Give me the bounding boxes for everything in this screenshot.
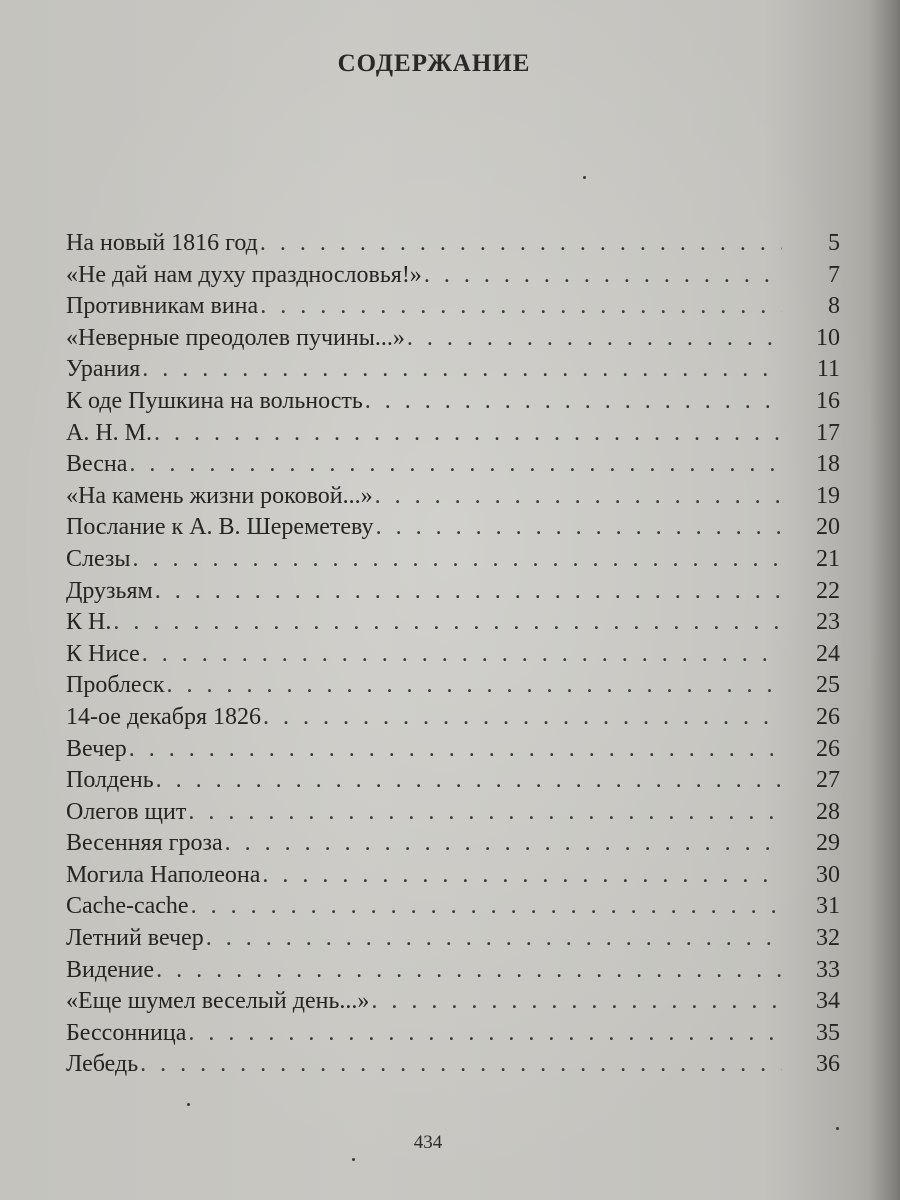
toc-entry: [66, 765, 840, 797]
toc-entry: [66, 1049, 840, 1081]
toc-entry: [66, 860, 840, 892]
dot-leader: [206, 923, 782, 955]
toc-entry-title: Cache-cache: [66, 893, 189, 920]
toc-entry: [66, 702, 840, 734]
toc-entry-title: К Н.: [66, 609, 112, 636]
toc-entry-page: 36: [816, 1051, 840, 1078]
toc-entry-title: К Нисе: [66, 640, 140, 667]
toc-entry: [66, 418, 840, 450]
toc-entry-page: 19: [816, 482, 840, 509]
toc-entry-page: 26: [816, 735, 840, 762]
toc-entry-title: «На камень жизни роковой...»: [66, 482, 373, 509]
toc-entry-page: 5: [828, 230, 840, 256]
toc-entry-page: 25: [816, 672, 840, 699]
toc-entry-title: Летний вечер: [66, 925, 204, 952]
toc-entry: [66, 481, 840, 513]
toc-entry-title: Вечер: [66, 735, 127, 762]
toc-entry: [66, 607, 840, 639]
toc-entry-title: Могила Наполеона: [66, 861, 261, 888]
dot-leader: [263, 702, 782, 734]
toc-entry-page: 7: [828, 261, 840, 288]
toc-entry: [66, 639, 840, 671]
page-edge-shadow: [870, 0, 900, 1200]
toc-entry-page: 23: [816, 609, 840, 636]
dot-leader: [188, 797, 782, 829]
toc-entry: [66, 828, 840, 860]
toc-entry-page: 31: [816, 893, 840, 920]
dot-leader: [407, 323, 782, 355]
toc-entry: [66, 260, 840, 292]
print-speck: [352, 1158, 355, 1161]
dot-leader: [129, 734, 782, 766]
dot-leader: [142, 639, 782, 671]
toc-entry: [66, 670, 840, 702]
dot-leader: [113, 607, 782, 639]
toc-entry-title: К оде Пушкина на вольность: [66, 387, 363, 414]
toc-entry-title: Бессонница: [66, 1019, 187, 1046]
dot-leader: [191, 891, 782, 923]
toc-entry: [66, 386, 840, 418]
toc-entry: [66, 891, 840, 923]
dot-leader: [142, 354, 782, 386]
toc-entry-title: 14-ое декабря 1826: [66, 703, 261, 730]
table-of-contents: [66, 228, 840, 1081]
toc-entry: [66, 228, 840, 260]
toc-entry-page: 34: [816, 988, 840, 1015]
toc-entry: [66, 354, 840, 386]
dot-leader: [188, 1018, 782, 1050]
toc-entry-title: Видение: [66, 956, 155, 983]
toc-entry-title: Олегов щит: [66, 798, 187, 825]
toc-entry: [66, 1018, 840, 1050]
toc-entry: [66, 544, 840, 576]
toc-entry-page: 18: [816, 451, 840, 478]
toc-entry-page: 33: [816, 956, 840, 983]
dot-leader: [260, 291, 782, 323]
toc-entry-page: 27: [816, 767, 840, 794]
contents-heading: СОДЕРЖАНИЕ: [337, 50, 531, 77]
toc-entry-page: 8: [828, 293, 840, 320]
toc-entry-title: «Не дай нам духу празднословья!»: [66, 261, 422, 288]
toc-entry-title: Полдень: [66, 767, 154, 794]
toc-entry-page: 10: [816, 324, 840, 351]
toc-entry-page: 11: [816, 356, 840, 383]
dot-leader: [376, 512, 782, 544]
toc-entry-title: Слезы: [66, 545, 131, 572]
toc-entry: [66, 291, 840, 323]
toc-entry-page: 22: [816, 577, 840, 604]
toc-entry: [66, 323, 840, 355]
toc-entry-title: «Неверные преодолев пучины...»: [66, 324, 405, 351]
toc-entry-title: Проблеск: [66, 672, 165, 699]
print-speck: [583, 176, 586, 179]
toc-entry-title: Весна: [66, 451, 128, 478]
toc-entry-page: 21: [816, 545, 840, 572]
toc-entry: [66, 923, 840, 955]
toc-entry: [66, 955, 840, 987]
toc-entry-page: 26: [816, 703, 840, 730]
print-speck: [836, 1127, 839, 1130]
dot-leader: [129, 449, 782, 481]
print-speck: [187, 1103, 190, 1106]
page-number: 434: [413, 1132, 443, 1153]
dot-leader: [371, 986, 782, 1018]
toc-entry-page: 32: [816, 925, 840, 952]
toc-entry-page: 20: [816, 514, 840, 541]
dot-leader: [166, 670, 782, 702]
dot-leader: [424, 260, 782, 292]
toc-entry-title: На новый 1816 год: [66, 230, 258, 256]
toc-entry: [66, 986, 840, 1018]
dot-leader: [140, 1049, 782, 1081]
toc-entry-title: Весенняя гроза: [66, 830, 223, 857]
toc-entry: [66, 449, 840, 481]
toc-entry-page: 29: [816, 830, 840, 857]
dot-leader: [365, 386, 782, 418]
toc-entry: [66, 512, 840, 544]
toc-entry-page: 35: [816, 1019, 840, 1046]
toc-entry: [66, 734, 840, 766]
toc-entry-title: А. Н. М.: [66, 419, 153, 446]
toc-entry-title: Противникам вина: [66, 293, 259, 320]
dot-leader: [375, 481, 782, 513]
toc-entry-title: Урания: [66, 356, 141, 383]
dot-leader: [225, 828, 782, 860]
toc-entry-title: Друзьям: [66, 577, 153, 604]
toc-entry: [66, 797, 840, 829]
toc-entry-page: 16: [816, 387, 840, 414]
toc-entry-page: 24: [816, 640, 840, 667]
toc-entry-page: 17: [816, 419, 840, 446]
toc-entry-title: Послание к А. В. Шереметеву: [66, 514, 374, 541]
toc-entry-page: 28: [816, 798, 840, 825]
toc-entry-title: «Еще шумел веселый день...»: [66, 988, 370, 1015]
toc-entry-title: Лебедь: [66, 1051, 139, 1078]
dot-leader: [155, 576, 782, 608]
dot-leader: [156, 765, 782, 797]
toc-entry: [66, 576, 840, 608]
dot-leader: [154, 418, 782, 450]
dot-leader: [133, 544, 782, 576]
dot-leader: [262, 860, 782, 892]
dot-leader: [260, 228, 782, 260]
toc-entry-page: 30: [816, 861, 840, 888]
dot-leader: [156, 955, 782, 987]
